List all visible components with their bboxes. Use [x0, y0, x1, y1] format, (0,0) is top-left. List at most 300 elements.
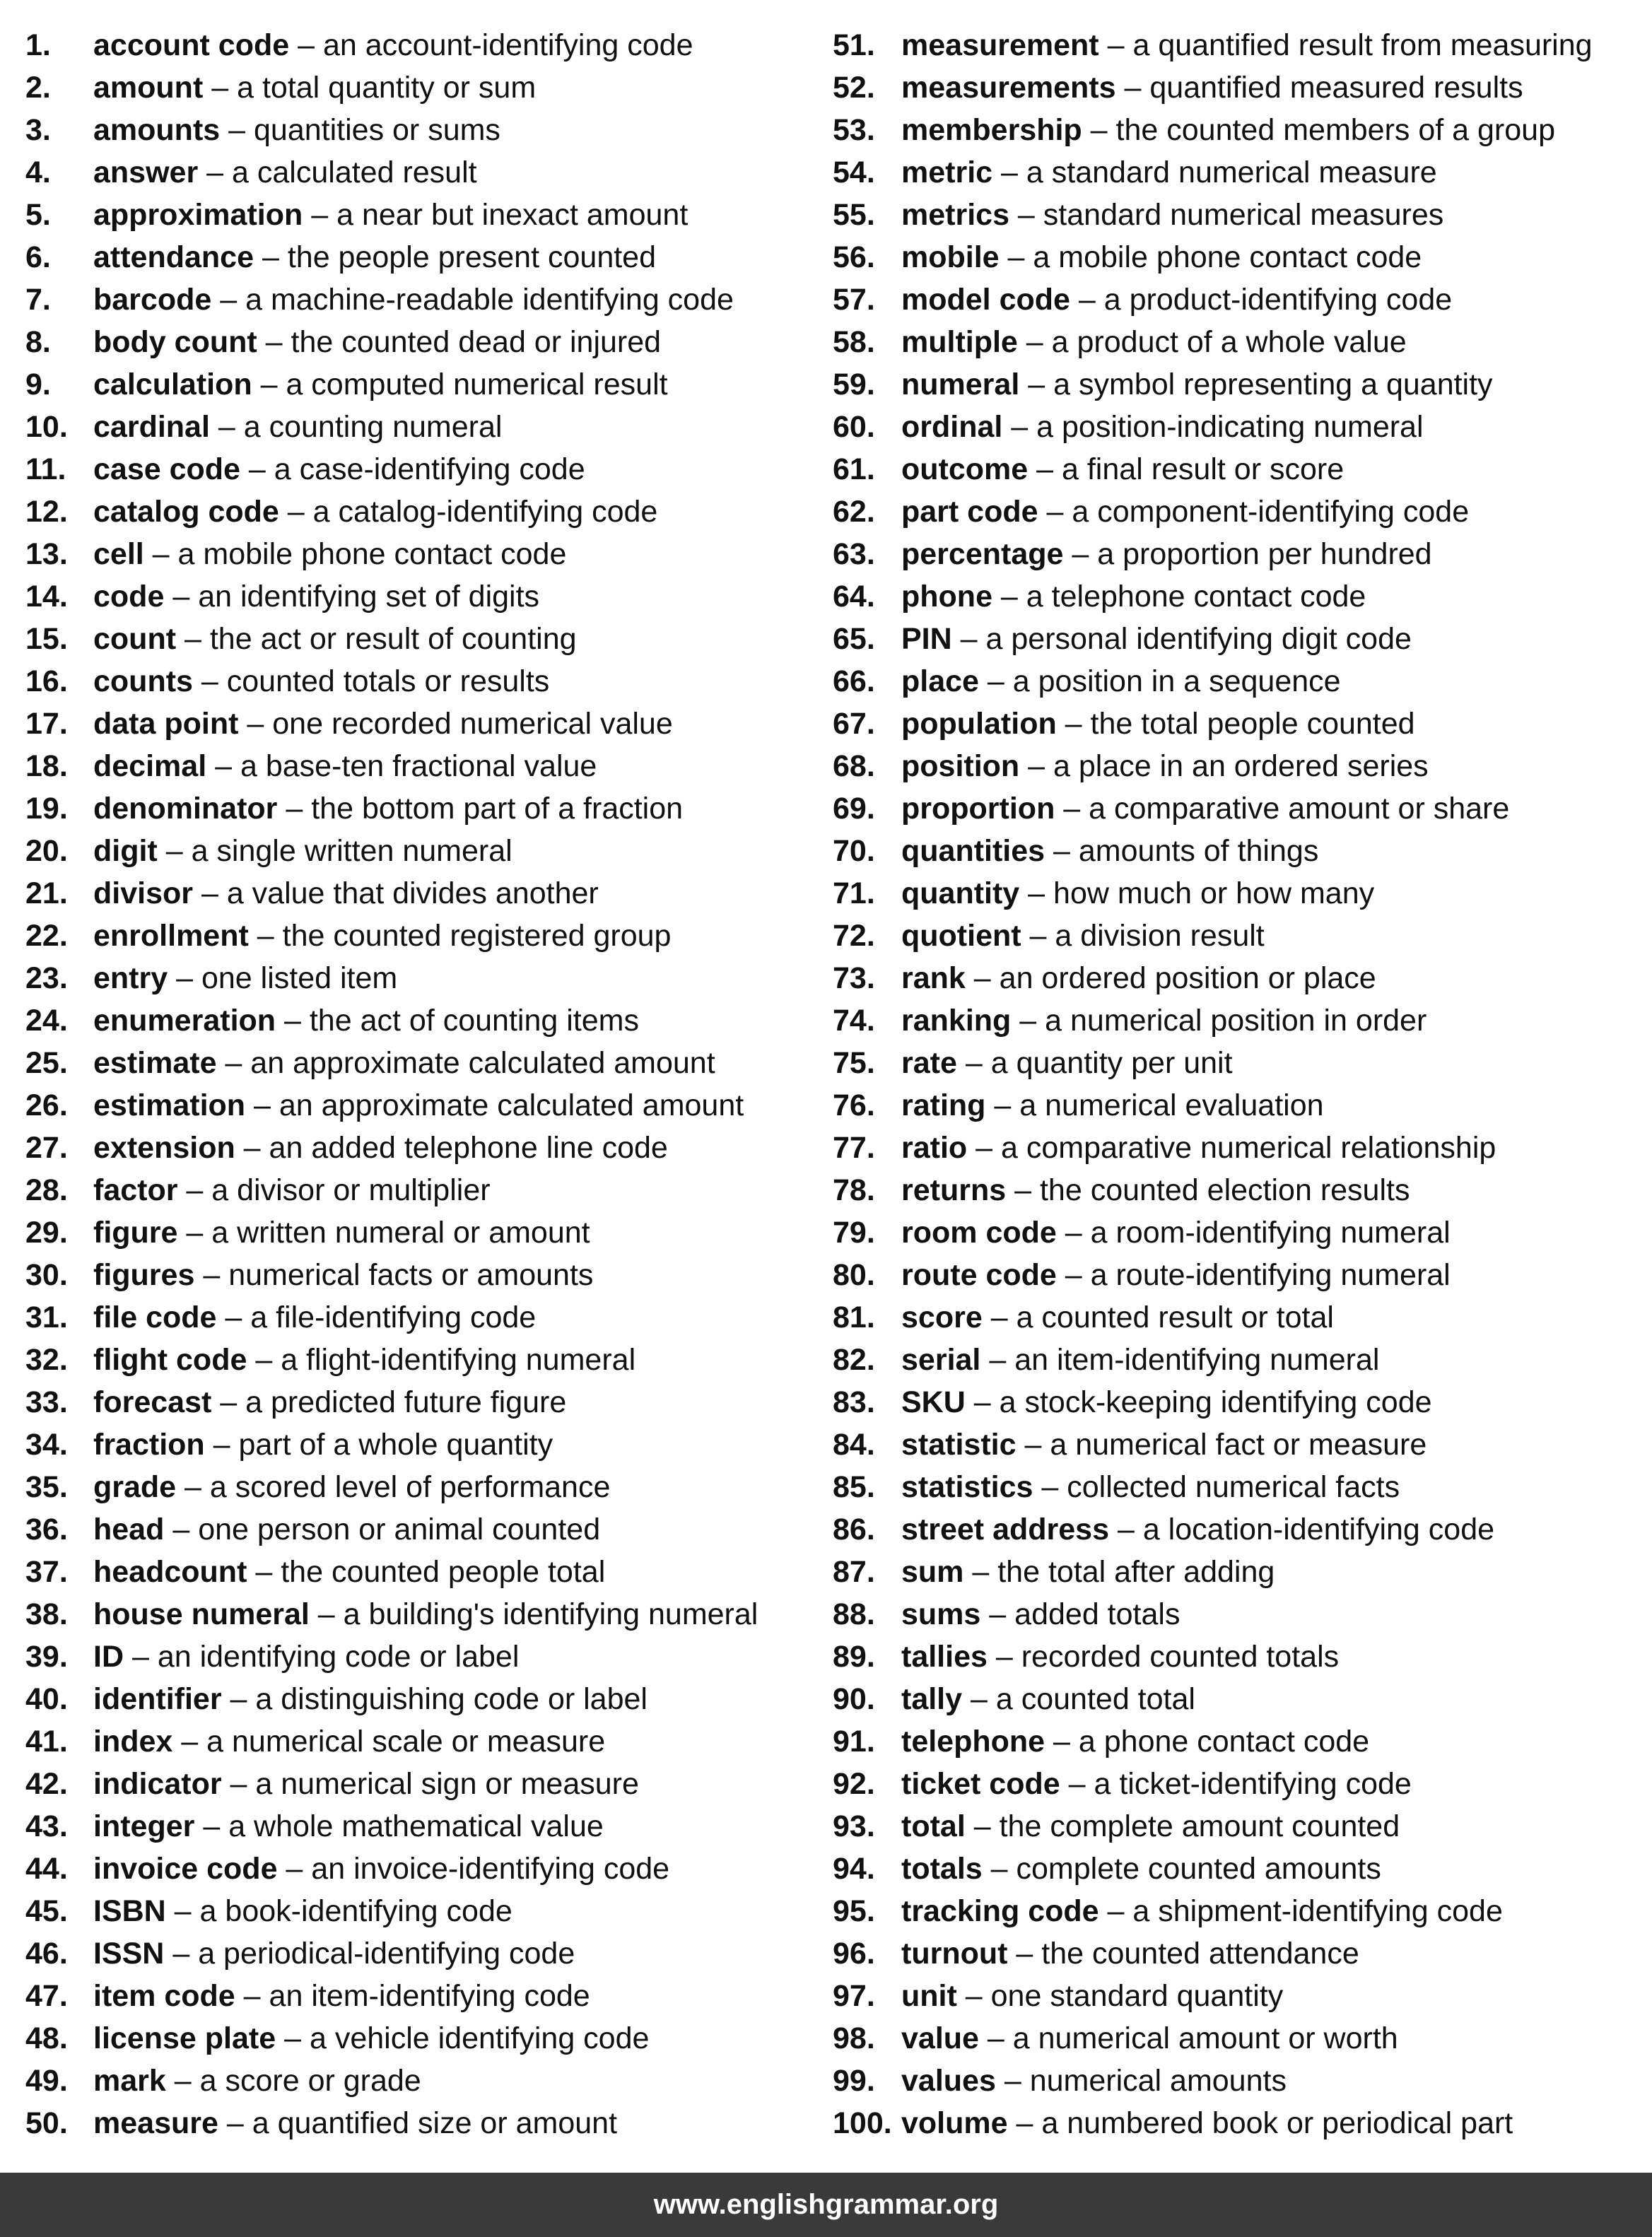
entry-term: fraction	[93, 1428, 205, 1462]
list-item	[25, 1384, 824, 1426]
entry-term: denominator	[93, 792, 278, 826]
entry-number: 40.	[25, 1682, 68, 1716]
entry-text	[901, 1638, 1339, 1675]
entry-text	[901, 2020, 1398, 2057]
list-item	[833, 1808, 1639, 1850]
list-item	[833, 2020, 1639, 2062]
entry-text	[901, 1426, 1427, 1463]
entry-number: 69.	[833, 792, 875, 826]
entry-definition: a single written numeral	[191, 834, 512, 868]
entry-term: cell	[93, 537, 144, 571]
entry-text	[93, 239, 656, 276]
entry-number: 74.	[833, 1004, 875, 1038]
entry-text	[901, 1554, 1275, 1590]
entry-text	[901, 1978, 1283, 2014]
entry-definition: a predicted future figure	[245, 1385, 567, 1419]
entry-term: PIN	[901, 622, 952, 656]
entry-text	[901, 451, 1344, 488]
entry-text	[901, 2105, 1513, 2142]
entry-separator: –	[985, 1088, 1020, 1122]
list-item	[833, 748, 1639, 790]
entry-text	[901, 1723, 1369, 1760]
entry-term: measurement	[901, 28, 1099, 62]
entry-number: 51.	[833, 28, 875, 62]
list-item	[25, 1002, 824, 1045]
entry-separator: –	[962, 1682, 996, 1716]
entry-number: 47.	[25, 1979, 68, 2013]
list-item	[25, 1129, 824, 1172]
entry-number: 85.	[833, 1470, 875, 1504]
entry-separator: –	[216, 1300, 251, 1334]
entry-term: measure	[93, 2106, 218, 2140]
entry-text	[901, 1935, 1359, 1972]
entry-number: 93.	[833, 1809, 875, 1843]
entry-text	[93, 1723, 605, 1760]
entry-term: integer	[93, 1809, 195, 1843]
entry-text	[93, 917, 671, 954]
entry-separator: –	[999, 240, 1033, 274]
entry-separator: –	[164, 580, 199, 613]
entry-separator: –	[168, 961, 201, 995]
entry-definition: a route-identifying numeral	[1090, 1258, 1451, 1292]
entry-text	[901, 154, 1437, 191]
entry-number: 16.	[25, 664, 68, 698]
entry-definition: a quantified result from measuring	[1132, 28, 1593, 62]
entry-definition: a written numeral or amount	[211, 1216, 590, 1250]
entry-number: 42.	[25, 1767, 68, 1801]
entry-text	[93, 366, 668, 403]
entry-text	[901, 1808, 1400, 1845]
list-item	[833, 1341, 1639, 1384]
entry-number: 91.	[833, 1725, 875, 1759]
list-item	[25, 2062, 824, 2105]
list-item	[25, 1638, 824, 1681]
entry-text	[93, 748, 597, 785]
entry-definition: a computed numerical result	[286, 368, 668, 401]
entry-term: sum	[901, 1555, 964, 1589]
entry-separator: –	[1017, 325, 1052, 359]
entry-definition: one listed item	[201, 961, 398, 995]
entry-text	[93, 154, 477, 191]
entry-separator: –	[1045, 1725, 1079, 1759]
entry-number: 73.	[833, 961, 875, 995]
entry-term: SKU	[901, 1385, 966, 1419]
entry-text	[901, 1299, 1334, 1336]
list-item	[833, 960, 1639, 1002]
entry-term: model code	[901, 283, 1070, 317]
right-column	[833, 27, 1639, 2147]
entry-number: 63.	[833, 537, 875, 571]
entry-separator: –	[1006, 1173, 1040, 1207]
entry-number: 49.	[25, 2064, 68, 2098]
entry-definition: a standard numerical measure	[1026, 155, 1437, 189]
list-item	[833, 1087, 1639, 1129]
entry-term: tallies	[901, 1640, 988, 1674]
entry-number: 13.	[25, 537, 68, 571]
entry-definition: a position in a sequence	[1012, 664, 1341, 698]
entry-definition: a numerical amount or worth	[1012, 2021, 1398, 2055]
entry-number: 10.	[25, 410, 68, 444]
entry-text	[93, 1511, 600, 1548]
entry-definition: a total quantity or sum	[237, 71, 537, 105]
entry-term: rank	[901, 961, 966, 995]
list-item	[25, 1596, 824, 1638]
entry-definition: a counted total	[995, 1682, 1195, 1716]
entry-separator: –	[203, 71, 238, 105]
entry-number: 94.	[833, 1852, 875, 1886]
entry-number: 58.	[833, 325, 875, 359]
entry-text	[93, 196, 688, 233]
entry-definition: a catalog-identifying code	[312, 495, 658, 529]
entry-text	[901, 1129, 1496, 1166]
entry-number: 62.	[833, 495, 875, 529]
entry-term: digit	[93, 834, 158, 868]
entry-term: count	[93, 622, 177, 656]
entry-number: 24.	[25, 1004, 68, 1038]
entry-number: 38.	[25, 1597, 68, 1631]
entry-term: position	[901, 749, 1020, 783]
entry-definition: the counted dead or injured	[291, 325, 662, 359]
entry-separator: –	[1019, 749, 1054, 783]
entry-separator: –	[209, 410, 244, 444]
list-item	[833, 281, 1639, 324]
entry-term: file code	[93, 1300, 217, 1334]
entry-definition: a stock-keeping identifying code	[999, 1385, 1432, 1419]
list-item	[833, 366, 1639, 409]
entry-separator: –	[177, 1216, 212, 1250]
entry-definition: an added telephone line code	[269, 1131, 668, 1165]
entry-separator: –	[1056, 707, 1091, 741]
entry-separator: –	[967, 1131, 1001, 1165]
entry-separator: –	[1019, 368, 1054, 401]
entry-term: street address	[901, 1513, 1109, 1546]
entry-number: 41.	[25, 1725, 68, 1759]
entry-separator: –	[1028, 452, 1062, 486]
entry-definition: a vehicle identifying code	[309, 2021, 650, 2055]
entry-term: grade	[93, 1470, 177, 1504]
list-item	[25, 281, 824, 324]
entry-term: ranking	[901, 1004, 1012, 1038]
entry-term: ratio	[901, 1131, 968, 1165]
entry-term: body count	[93, 325, 257, 359]
entry-term: percentage	[901, 537, 1064, 571]
entry-number: 19.	[25, 792, 68, 826]
entry-definition: a mobile phone contact code	[1033, 240, 1422, 274]
entry-term: tracking code	[901, 1894, 1099, 1928]
list-item	[833, 239, 1639, 281]
entry-separator: –	[1038, 495, 1072, 529]
entry-term: turnout	[901, 1937, 1008, 1971]
entry-definition: a numerical fact or measure	[1050, 1428, 1427, 1462]
entry-term: quantity	[901, 876, 1020, 910]
list-item	[833, 1002, 1639, 1045]
entry-term: sums	[901, 1597, 981, 1631]
entry-term: indicator	[93, 1767, 222, 1801]
entry-separator: –	[1082, 113, 1116, 147]
entry-number: 30.	[25, 1258, 68, 1292]
entry-definition: one standard quantity	[990, 1979, 1284, 2013]
entry-term: amounts	[93, 113, 221, 147]
entry-text	[901, 621, 1412, 657]
entry-definition: a product of a whole value	[1051, 325, 1407, 359]
entry-term: estimation	[93, 1088, 246, 1122]
entry-text	[901, 1766, 1412, 1802]
list-item	[25, 1850, 824, 1893]
entry-separator: –	[982, 1300, 1017, 1334]
entry-definition: a periodical-identifying code	[198, 1937, 575, 1971]
list-item	[25, 960, 824, 1002]
entry-term: mobile	[901, 240, 1000, 274]
entry-text	[901, 1384, 1432, 1421]
entry-term: mark	[93, 2064, 166, 2098]
entry-text	[93, 1935, 575, 1972]
entry-separator: –	[204, 1428, 239, 1462]
entry-definition: a quantified size or amount	[252, 2106, 618, 2140]
list-item	[25, 1469, 824, 1511]
list-item	[25, 833, 824, 875]
entry-term: account code	[93, 28, 290, 62]
list-item	[25, 1172, 824, 1214]
list-item	[25, 1893, 824, 1935]
entry-separator: –	[165, 2064, 200, 2098]
entry-number: 43.	[25, 1809, 68, 1843]
entry-term: membership	[901, 113, 1082, 147]
entry-definition: the people present counted	[287, 240, 657, 274]
list-item	[25, 663, 824, 705]
list-item	[25, 27, 824, 69]
entry-number: 75.	[833, 1046, 875, 1080]
entry-text	[93, 324, 661, 360]
entry-text	[93, 875, 599, 912]
entry-term: enrollment	[93, 919, 249, 953]
entry-separator: –	[963, 1555, 998, 1589]
entry-text	[93, 1214, 590, 1251]
entry-definition: the counted election results	[1039, 1173, 1410, 1207]
entry-number: 54.	[833, 155, 875, 189]
entry-separator: –	[1099, 1894, 1133, 1928]
entry-definition: an identifying set of digits	[198, 580, 540, 613]
list-item	[833, 621, 1639, 663]
entry-number: 14.	[25, 580, 68, 613]
entry-term: statistics	[901, 1470, 1033, 1504]
list-item	[833, 1596, 1639, 1638]
entry-separator: –	[193, 876, 227, 910]
entry-term: statistic	[901, 1428, 1017, 1462]
entry-text	[93, 69, 536, 106]
entry-number: 46.	[25, 1937, 68, 1971]
entry-term: value	[901, 2021, 979, 2055]
entry-separator: –	[220, 113, 254, 147]
entry-number: 96.	[833, 1937, 875, 1971]
entry-text	[93, 27, 693, 64]
entry-separator: –	[157, 834, 192, 868]
entry-term: returns	[901, 1173, 1007, 1207]
entry-separator: –	[982, 1852, 1017, 1886]
entry-term: answer	[93, 155, 199, 189]
entry-number: 65.	[833, 622, 875, 656]
entry-separator: –	[980, 1597, 1015, 1631]
list-item	[833, 2105, 1639, 2147]
entry-text	[93, 1087, 744, 1124]
entry-separator: –	[1021, 919, 1055, 953]
entry-separator: –	[1045, 834, 1079, 868]
entry-text	[93, 1808, 604, 1845]
entry-separator: –	[978, 2021, 1013, 2055]
entry-text	[901, 1172, 1410, 1209]
entry-term: cardinal	[93, 410, 210, 444]
entry-definition: an approximate calculated amount	[279, 1088, 744, 1122]
entry-definition: a proportion per hundred	[1097, 537, 1432, 571]
entry-text	[93, 960, 397, 997]
list-item	[833, 917, 1639, 960]
entry-number: 18.	[25, 749, 68, 783]
entry-term: entry	[93, 961, 168, 995]
list-item	[833, 451, 1639, 493]
entry-definition: a division result	[1055, 919, 1265, 953]
entry-term: invoice code	[93, 1852, 278, 1886]
entry-separator: –	[245, 1088, 279, 1122]
entry-text	[901, 1257, 1451, 1293]
entry-definition: the counted attendance	[1041, 1937, 1359, 1971]
entry-text	[93, 1850, 669, 1887]
list-item	[25, 1681, 824, 1723]
entry-term: population	[901, 707, 1057, 741]
list-item	[25, 1087, 824, 1129]
entry-definition: a numerical sign or measure	[255, 1767, 639, 1801]
entry-term: rating	[901, 1088, 986, 1122]
entry-number: 44.	[25, 1852, 68, 1886]
entry-separator: –	[951, 622, 986, 656]
entry-separator: –	[164, 1937, 199, 1971]
entry-text	[93, 621, 577, 657]
entry-number: 88.	[833, 1597, 875, 1631]
entry-text	[901, 112, 1555, 148]
entry-separator: –	[277, 792, 312, 826]
entry-number: 72.	[833, 919, 875, 953]
list-item	[25, 196, 824, 239]
footer-website[interactable]: www.englishgrammar.org	[653, 2189, 999, 2220]
entry-separator: –	[1055, 792, 1089, 826]
left-column	[25, 27, 824, 2147]
entry-term: ordinal	[901, 410, 1003, 444]
entry-separator: –	[277, 1852, 312, 1886]
entry-term: counts	[93, 664, 193, 698]
entry-definition: a shipment-identifying code	[1132, 1894, 1503, 1928]
entry-definition: a product-identifying code	[1103, 283, 1453, 317]
entry-separator: –	[221, 1767, 256, 1801]
entry-term: quotient	[901, 919, 1021, 953]
list-item	[833, 1172, 1639, 1214]
entry-text	[93, 1002, 639, 1039]
list-item	[833, 69, 1639, 112]
entry-text	[901, 493, 1469, 530]
entry-definition: a telephone contact code	[1026, 580, 1366, 613]
entry-text	[93, 705, 673, 742]
entry-number: 80.	[833, 1258, 875, 1292]
entry-term: totals	[901, 1852, 983, 1886]
entry-definition: a numerical position in order	[1045, 1004, 1427, 1038]
list-item	[25, 875, 824, 917]
entry-definition: an item-identifying numeral	[1014, 1343, 1380, 1377]
entry-term: extension	[93, 1131, 235, 1165]
entry-text	[93, 1978, 590, 2014]
entry-number: 59.	[833, 368, 875, 401]
entry-text	[901, 1002, 1427, 1039]
entry-term: proportion	[901, 792, 1055, 826]
entry-definition: one person or animal counted	[198, 1513, 601, 1546]
entry-separator: –	[987, 1640, 1021, 1674]
entry-definition: a phone contact code	[1078, 1725, 1370, 1759]
entry-text	[901, 1087, 1324, 1124]
entry-term: measurements	[901, 71, 1116, 105]
list-item	[25, 578, 824, 621]
entry-definition: a building's identifying numeral	[343, 1597, 758, 1631]
entry-term: forecast	[93, 1385, 212, 1419]
list-item	[833, 663, 1639, 705]
entry-definition: amounts of things	[1078, 834, 1319, 868]
list-item	[25, 154, 824, 196]
entry-number: 7.	[25, 283, 51, 317]
entry-separator: –	[978, 664, 1013, 698]
entry-number: 100.	[833, 2106, 892, 2140]
entry-text	[901, 960, 1376, 997]
entry-number: 64.	[833, 580, 875, 613]
entry-number: 8.	[25, 325, 51, 359]
entry-definition: a scored level of performance	[209, 1470, 611, 1504]
entry-term: multiple	[901, 325, 1018, 359]
list-item	[833, 1299, 1639, 1341]
entry-definition: a near but inexact amount	[336, 198, 689, 232]
entry-definition: a component-identifying code	[1072, 495, 1470, 529]
entry-separator: –	[176, 622, 210, 656]
entry-separator: –	[198, 155, 233, 189]
list-item	[25, 917, 824, 960]
entry-term: unit	[901, 1979, 957, 2013]
entry-separator: –	[172, 1725, 207, 1759]
list-item	[833, 1723, 1639, 1766]
entry-definition: the bottom part of a fraction	[311, 792, 684, 826]
entry-term: ISBN	[93, 1894, 166, 1928]
entry-text	[901, 917, 1265, 954]
entry-separator: –	[1063, 537, 1098, 571]
list-item	[833, 1384, 1639, 1426]
entry-definition: a mobile phone contact code	[177, 537, 567, 571]
entry-definition: the complete amount counted	[999, 1809, 1400, 1843]
entry-text	[901, 27, 1593, 64]
entry-term: total	[901, 1809, 966, 1843]
entry-text	[901, 1596, 1180, 1633]
entry-separator: –	[1002, 410, 1037, 444]
entry-definition: a location-identifying code	[1142, 1513, 1495, 1546]
list-item	[25, 748, 824, 790]
list-item	[833, 1681, 1639, 1723]
entry-text	[901, 875, 1374, 912]
entry-separator: –	[1060, 1767, 1094, 1801]
entry-definition: an item-identifying code	[269, 1979, 590, 2013]
entry-definition: a comparative numerical relationship	[1001, 1131, 1496, 1165]
entry-number: 78.	[833, 1173, 875, 1207]
entry-number: 4.	[25, 155, 51, 189]
list-item	[833, 196, 1639, 239]
list-item	[833, 1511, 1639, 1554]
entry-number: 37.	[25, 1555, 68, 1589]
entry-number: 77.	[833, 1131, 875, 1165]
entry-definition: quantified measured results	[1149, 71, 1523, 105]
entry-text	[93, 1257, 593, 1293]
entry-term: metrics	[901, 198, 1009, 232]
entry-number: 50.	[25, 2106, 68, 2140]
entry-separator: –	[995, 2064, 1030, 2098]
